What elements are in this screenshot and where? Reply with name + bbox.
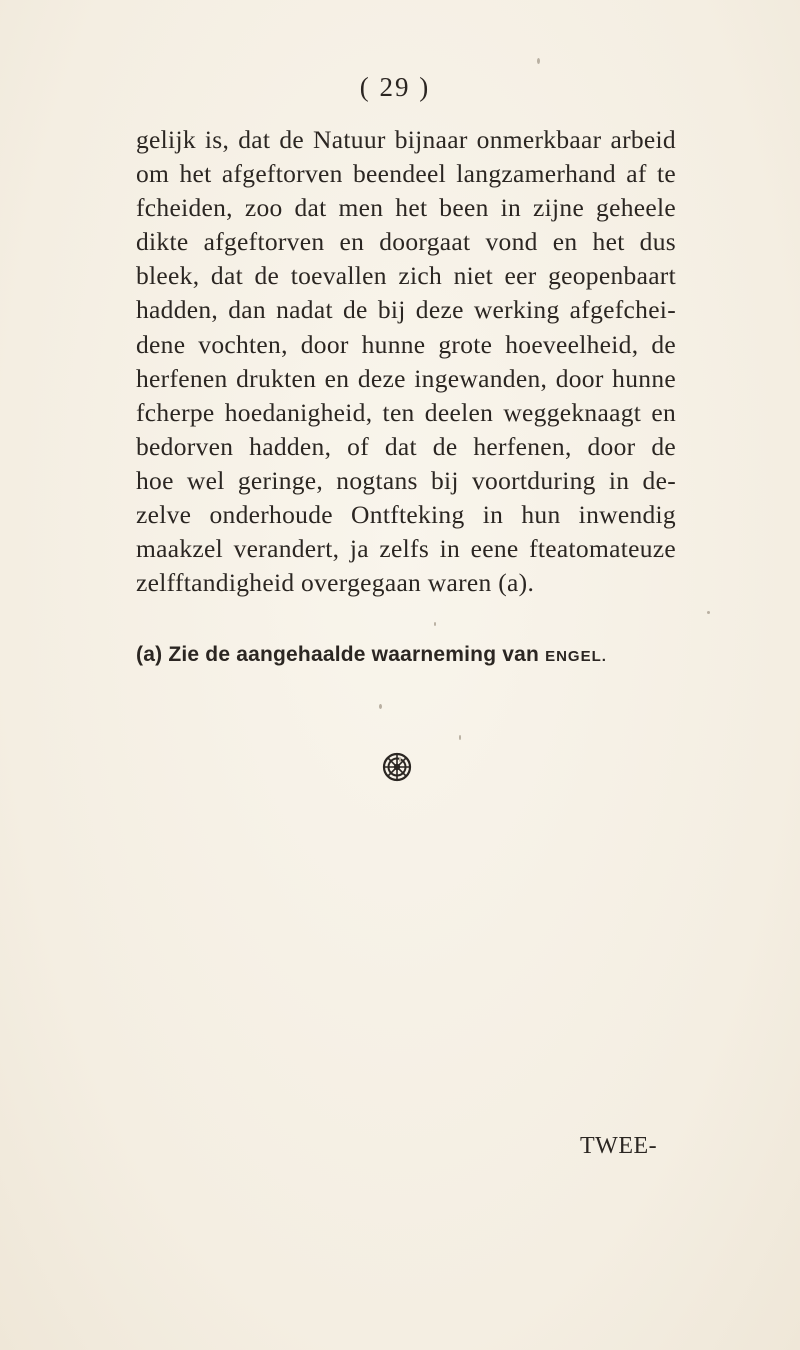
text-line: herfenen drukten en deze ingewanden, door hunne: [136, 363, 676, 393]
text-line: bedorven hadden, of dat de herfenen, door de: [136, 431, 676, 461]
footnote-text: Zie de aangehaalde waarneming van: [168, 643, 540, 666]
text-line: maakzel verandert, ja zelfs in eene fteatomateuze: [136, 534, 676, 564]
text-line: fcherpe hoedanigheid, ten deelen weggeknaagt en: [136, 397, 676, 427]
text-line: dikte afgeftorven en doorgaat vond en het dus: [136, 227, 676, 257]
paper-speck: [399, 757, 401, 762]
paper-speck: [459, 735, 461, 740]
body-text: [136, 123, 676, 600]
text-line: dene vochten, door hunne grote hoeveelheid, de: [136, 329, 676, 359]
text-line: fcheiden, zoo dat men het been in zijne geheele: [136, 193, 676, 223]
text-line: gelijk is, dat de Natuur bijnaar onmerkbaar arbeid: [136, 125, 676, 154]
catchword: TWEE-: [580, 1133, 658, 1159]
paper-speck: [537, 58, 540, 64]
paper-speck: [379, 704, 382, 709]
paper-speck: [707, 611, 710, 614]
text-line: hadden, dan nadat de bij deze werking afgefchei-: [136, 295, 676, 325]
text-line: hoe wel geringe, nogtans bij voortduring in de-: [136, 465, 676, 495]
text-line: om het afgeftorven beendeel langzamerhand af te: [136, 159, 676, 189]
page-number: ( 29 ): [359, 72, 431, 102]
printer-ornament-icon: [382, 752, 412, 782]
footnote-author: ENGEL.: [545, 648, 607, 665]
footnote: [136, 643, 607, 667]
text-line: zelve onderhoude Ontfteking in hun inwendig: [136, 500, 676, 530]
paper-speck: [434, 622, 436, 626]
footnote-marker: (a): [136, 643, 163, 666]
text-line-last: zelfftandigheid overgegaan waren (a).: [136, 568, 535, 598]
text-line: bleek, dat de toevallen zich niet eer geopenbaart: [136, 261, 676, 291]
